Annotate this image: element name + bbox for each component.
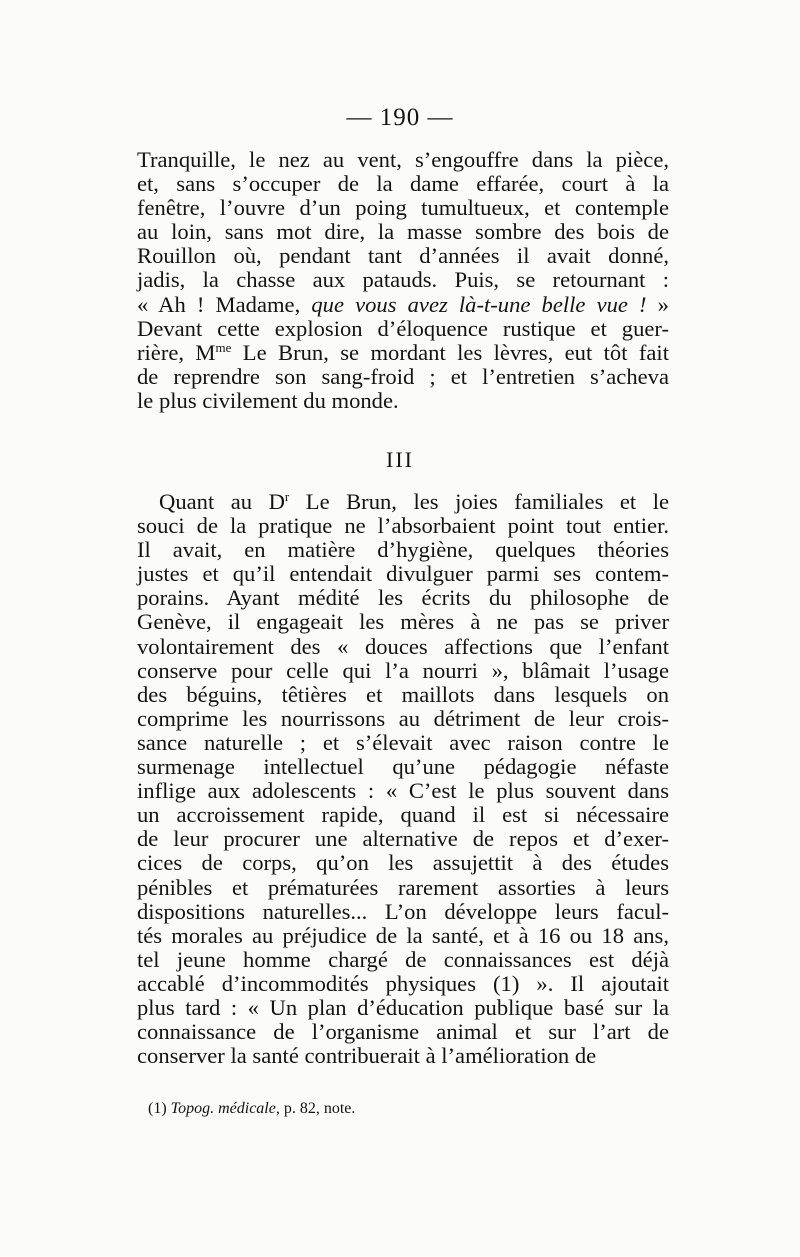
page-number: — 190 — [346,104,454,131]
text-fragment: » [646,291,669,317]
text-line: fenêtre, l’ouvre d’un poing tumultueux, et contemple [137,195,669,221]
text-line: tel jeune homme chargé de connaissances est déjà [137,946,669,972]
footnote-marker: (1) [148,1100,167,1117]
text-line: des béguins, têtières et maillots dans lesquels on [137,681,669,707]
text-line: de leur procurer une alternative de repos et d’exer- [137,826,669,852]
text-line: comprime les nourrissons au détriment de leur crois- [137,705,669,731]
text-line [137,490,669,514]
text-line: Genève, il engageait les mères à ne pas se priver [137,609,669,635]
paragraph-2 [137,490,669,1068]
text-fragment: rière, M [137,339,216,365]
text-line [137,341,669,365]
text-fragment: « Ah ! Madame, [137,291,312,317]
text-line: Devant cette explosion d’éloquence rustique et guer- [137,315,669,341]
text-fragment: Le Brun, les joies familiales et le [289,489,670,514]
superscript: me [215,339,232,355]
text-line [137,293,669,317]
text-line: porains. Ayant médité les écrits du philosophe de [137,585,669,611]
footnote [148,1100,355,1118]
text-line: plus tard : « Un plan d’éducation publique basé sur la [137,994,669,1020]
text-line: jadis, la chasse aux patauds. Puis, se retournant : [137,267,669,293]
italic-text: que vous avez là-t-une belle vue ! [311,291,647,317]
text-line: volontairement des « douces affections que l’enfant [137,633,669,659]
text-line: conserver la santé contribuerait à l’amélioration de [137,1043,597,1069]
text-line: un accroissement rapide, quand il est si nécessaire [137,802,669,828]
text-fragment: Quant au D [159,489,285,514]
text-line: sance naturelle ; et s’élevait avec raison contre le [137,729,669,755]
text-line: surmenage intellectuel qu’une pédagogie néfaste [137,754,669,780]
text-line: et, sans s’occuper de la dame effarée, court à la [137,171,669,197]
text-line: de reprendre son sang-froid ; et l’entretien s’acheva [137,363,669,389]
section-heading: III [386,447,414,472]
text-line: inflige aux adolescents : « C’est le plus souvent dans [137,778,669,804]
superscript: r [284,489,290,504]
text-fragment: Le Brun, se mordant les lèvres, eut tôt fait [231,339,669,365]
paragraph-1 [137,148,669,413]
footnote-rest: , p. 82, note. [275,1100,356,1117]
text-line: connaissance de l’organisme animal et sur l’art de [137,1019,669,1045]
text-line: souci de la pratique ne l’absorbaient point tout entier. [137,513,669,539]
text-line: Rouillon où, pendant tant d’années il avait donné, [137,243,669,269]
text-line: Il avait, en matière d’hygiène, quelques théories [137,537,669,563]
text-line: justes et qu’il entendait divulguer parmi ses contem- [137,561,669,587]
text-line: tés morales au préjudice de la santé, et à 16 ou 18 ans, [137,922,669,948]
text-line: pénibles et prématurées rarement assorties à leurs [137,874,669,900]
text-line: au loin, sans mot dire, la masse sombre des bois de [137,219,669,245]
text-line: cices de corps, qu’on les assujettit à des études [137,850,669,876]
text-line: le plus civilement du monde. [137,387,399,413]
footnote-title: Topog. médicale [170,1100,276,1117]
text-line: Tranquille, le nez au vent, s’engouffre dans la pièce, [137,147,669,172]
text-line: accablé d’incommodités physiques (1) ». Il ajoutait [137,970,669,996]
text-line: conserve pour celle qui l’a nourri », blâmait l’usage [137,657,669,683]
text-line: dispositions naturelles... L’on développe leurs facul- [137,898,669,924]
